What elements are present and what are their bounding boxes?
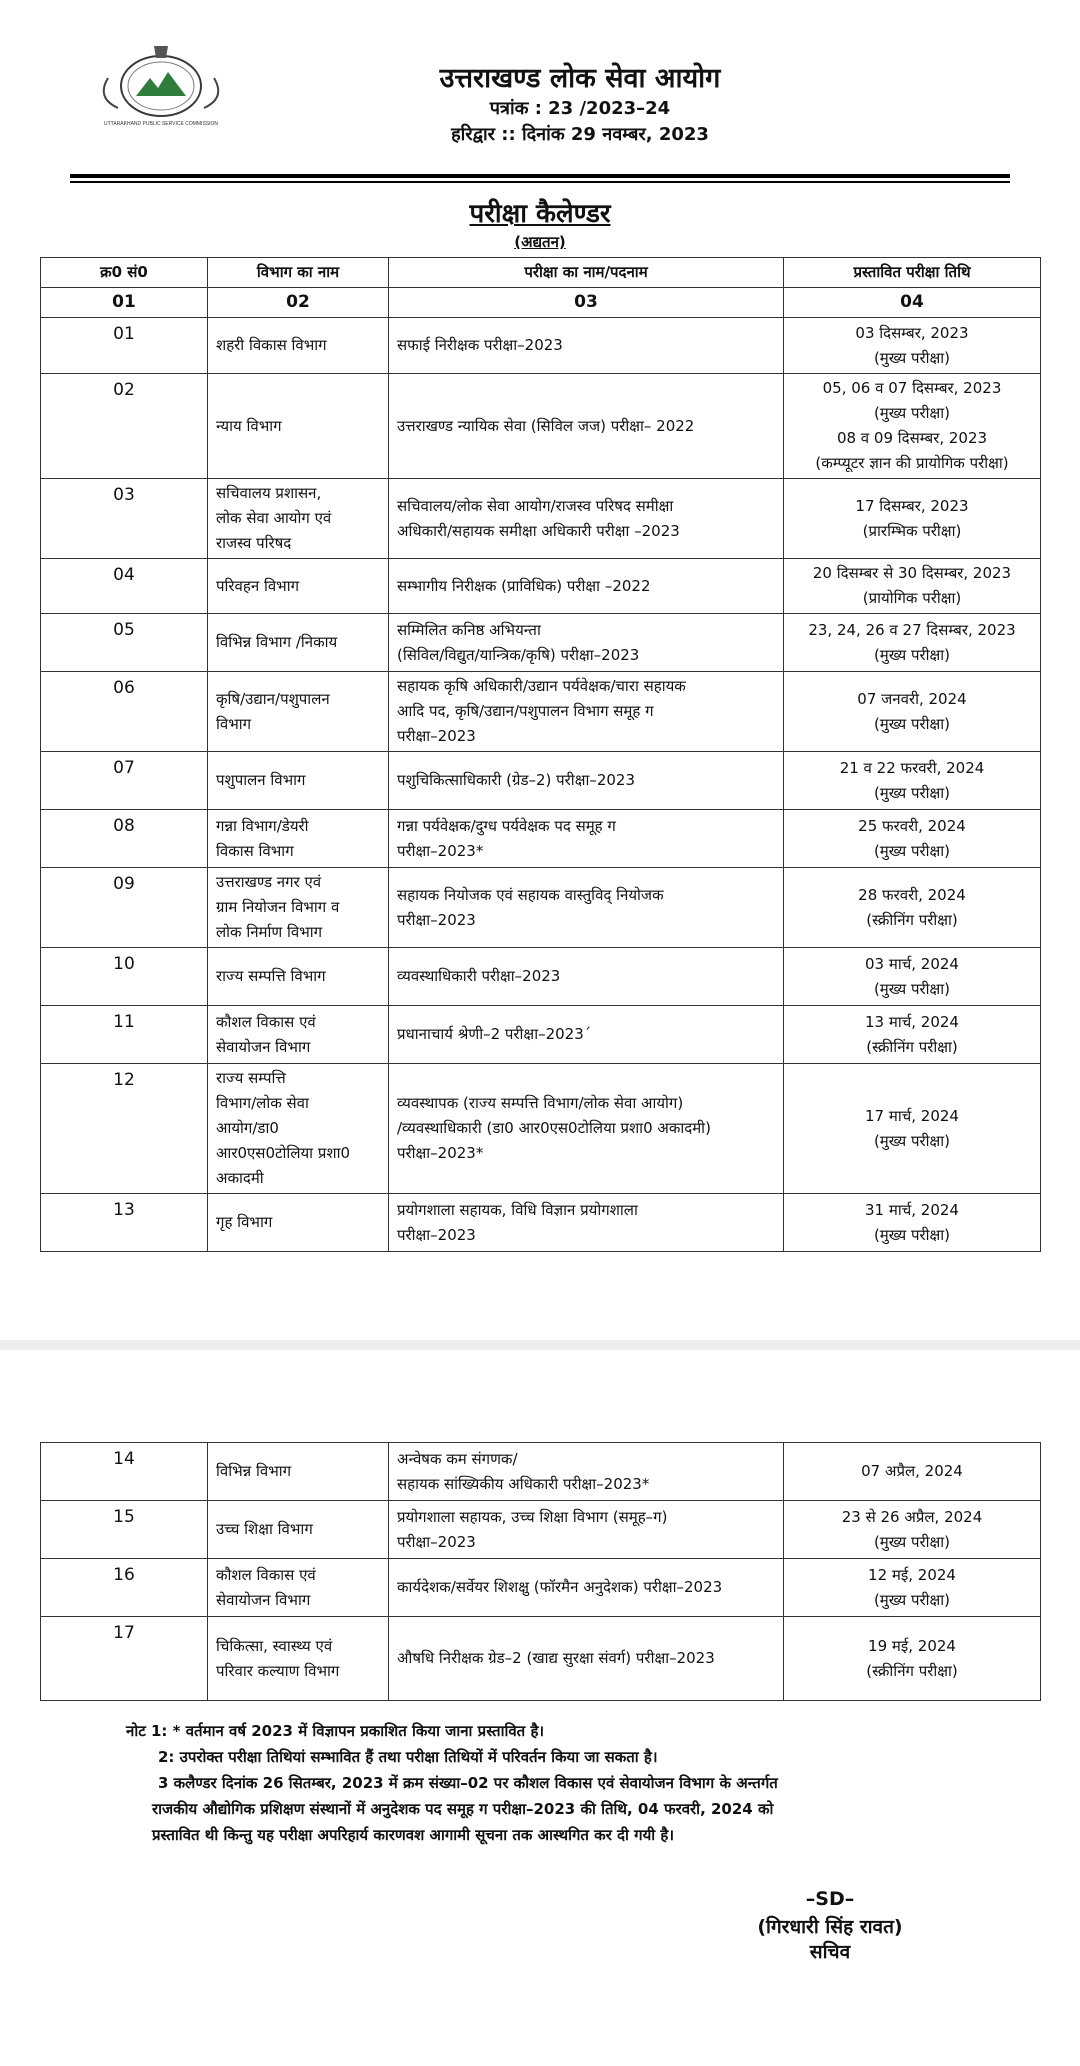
note-3-line-2: राजकीय औद्योगिक प्रशिक्षण संस्थानों में अनुदेशक पद समूह ग परीक्षा–2023 की तिथि, 04 फरवरी, 2024 को [152,1800,774,1818]
signatory-name: (गिरधारी सिंह रावत) [757,1916,903,1938]
serial-number-cell: 02 [41,374,208,479]
exam-name-cell: सम्भागीय निरीक्षक (प्राविधिक) परीक्षा –2022 [389,559,784,614]
department-cell: कृषि/उद्यान/पशुपालन विभाग [208,672,389,752]
exam-name-cell: पशुचिकित्साधिकारी (ग्रेड–2) परीक्षा–2023 [389,752,784,810]
department-cell: शहरी विकास विभाग [208,318,389,374]
table-row [41,559,1041,614]
department-cell: गृह विभाग [208,1194,389,1252]
exam-name-cell: व्यवस्थाधिकारी परीक्षा–2023 [389,948,784,1006]
department-cell: उत्तराखण्ड नगर एवं ग्राम नियोजन विभाग व लोक निर्माण विभाग [208,868,389,948]
department-cell: कौशल विकास एवं सेवायोजन विभाग [208,1006,389,1064]
department-cell: न्याय विभाग [208,374,389,479]
reference-number: पत्रांक : 23 /2023–24 [489,98,671,119]
exam-name-cell: सफाई निरीक्षक परीक्षा–2023 [389,318,784,374]
table-row [41,1194,1041,1252]
exam-name-cell: प्रयोगशाला सहायक, विधि विज्ञान प्रयोगशाला परीक्षा–2023 [389,1194,784,1252]
exam-date-cell: 23 से 26 अप्रैल, 2024 (मुख्य परीक्षा) [784,1501,1041,1559]
exam-name-cell: कार्यदेशक/सर्वेयर शिशक्षु (फॉरमैन अनुदेशक) परीक्षा–2023 [389,1559,784,1617]
department-cell: सचिवालय प्रशासन, लोक सेवा आयोग एवं राजस्व परिषद [208,479,389,559]
serial-number-cell: 13 [41,1194,208,1252]
department-cell: कौशल विकास एवं सेवायोजन विभाग [208,1559,389,1617]
department-cell: उच्च शिक्षा विभाग [208,1501,389,1559]
page-title: परीक्षा कैलेण्डर [469,199,611,229]
table-row [41,672,1041,752]
table-row [41,948,1041,1006]
exam-date-cell: 20 दिसम्बर से 30 दिसम्बर, 2023 (प्रायोगिक परीक्षा) [784,559,1041,614]
table-row [41,614,1041,672]
serial-number-cell: 06 [41,672,208,752]
exam-name-cell: व्यवस्थापक (राज्य सम्पत्ति विभाग/लोक सेवा आयोग) /व्यवस्थाधिकारी (डा0 आर0एस0टोलिया प्रशा0 अकादमी) परीक्षा–2023* [389,1064,784,1194]
serial-number-cell: 15 [41,1501,208,1559]
column-number-row [41,288,1041,318]
exam-calendar-table-continued [40,1442,1041,1701]
department-cell: विभिन्न विभाग /निकाय [208,614,389,672]
table-row [41,374,1041,479]
signatory-designation: सचिव [809,1941,851,1963]
svg-text:UTTARAKHAND PUBLIC SERVICE COM: UTTARAKHAND PUBLIC SERVICE COMMISSION [104,121,218,127]
exam-name-cell: गन्ना पर्यवेक्षक/दुग्ध पर्यवेक्षक पद समूह ग परीक्षा–2023* [389,810,784,868]
table-row [41,479,1041,559]
note-1: नोट 1: * वर्तमान वर्ष 2023 में विज्ञापन प्रकाशित किया जाना प्रस्तावित है। [126,1722,545,1740]
exam-name-cell: सचिवालय/लोक सेवा आयोग/राजस्व परिषद समीक्षा अधिकारी/सहायक समीक्षा अधिकारी परीक्षा –2023 [389,479,784,559]
column-header: क्र0 सं0 [41,258,208,288]
exam-date-cell: 03 दिसम्बर, 2023 (मुख्य परीक्षा) [784,318,1041,374]
table-row [41,752,1041,810]
issue-date: हरिद्वार :: दिनांक 29 नवम्बर, 2023 [451,124,709,145]
page-2 [0,1350,1080,2066]
page-break [0,1340,1080,1350]
serial-number-cell: 17 [41,1617,208,1701]
exam-date-cell: 25 फरवरी, 2024 (मुख्य परीक्षा) [784,810,1041,868]
table-row [41,1559,1041,1617]
table-row [41,868,1041,948]
page-subtitle: (अद्यतन) [514,233,566,251]
table-row [41,810,1041,868]
serial-number-cell: 03 [41,479,208,559]
exam-date-cell: 13 मार्च, 2024 (स्क्रीनिंग परीक्षा) [784,1006,1041,1064]
header-divider-thin [70,181,1010,183]
serial-number-cell: 07 [41,752,208,810]
exam-name-cell: उत्तराखण्ड न्यायिक सेवा (सिविल जज) परीक्षा– 2022 [389,374,784,479]
exam-date-cell: 21 व 22 फरवरी, 2024 (मुख्य परीक्षा) [784,752,1041,810]
exam-name-cell: अन्वेषक कम संगणक/ सहायक सांख्यिकीय अधिकारी परीक्षा–2023* [389,1443,784,1501]
exam-date-cell: 07 अप्रैल, 2024 [784,1443,1041,1501]
exam-calendar-table [40,257,1041,1252]
table-row [41,1006,1041,1064]
table-row [41,1064,1041,1194]
serial-number-cell: 05 [41,614,208,672]
exam-name-cell: सहायक नियोजक एवं सहायक वास्तुविद् नियोजक परीक्षा–2023 [389,868,784,948]
serial-number-cell: 08 [41,810,208,868]
column-number: 01 [41,288,208,318]
exam-date-cell: 05, 06 व 07 दिसम्बर, 2023 (मुख्य परीक्षा) 08 व 09 दिसम्बर, 2023 (कम्प्यूटर ज्ञान की प्रायोगिक परीक्षा) [784,374,1041,479]
note-3-line-3: प्रस्तावित थी किन्तु यह परीक्षा अपरिहार्य कारणवश आगामी सूचना तक आस्थगित कर दी गयी है। [152,1826,675,1844]
exam-name-cell: सम्मिलित कनिष्ठ अभियन्ता (सिविल/विद्युत/यान्त्रिक/कृषि) परीक्षा–2023 [389,614,784,672]
table-header-row [41,258,1041,288]
exam-name-cell: सहायक कृषि अधिकारी/उद्यान पर्यवेक्षक/चारा सहायक आदि पद, कृषि/उद्यान/पशुपालन विभाग समूह ग परीक्षा–2023 [389,672,784,752]
department-cell: चिकित्सा, स्वास्थ्य एवं परिवार कल्याण विभाग [208,1617,389,1701]
exam-date-cell: 28 फरवरी, 2024 (स्क्रीनिंग परीक्षा) [784,868,1041,948]
header-divider [70,174,1010,178]
column-header: परीक्षा का नाम/पदनाम [389,258,784,288]
department-cell: राज्य सम्पत्ति विभाग/लोक सेवा आयोग/डा0 आर0एस0टोलिया प्रशा0 अकादमी [208,1064,389,1194]
column-header: प्रस्तावित परीक्षा तिथि [784,258,1041,288]
organization-name: उत्तराखण्ड लोक सेवा आयोग [439,63,721,94]
department-cell: विभिन्न विभाग [208,1443,389,1501]
note-3: 3 कलैण्डर दिनांक 26 सितम्बर, 2023 में क्रम संख्या–02 पर कौशल विकास एवं सेवायोजन विभाग के अन्तर्गत [158,1774,778,1792]
serial-number-cell: 09 [41,868,208,948]
table-row [41,1501,1041,1559]
exam-date-cell: 17 मार्च, 2024 (मुख्य परीक्षा) [784,1064,1041,1194]
department-cell: गन्ना विभाग/डेयरी विकास विभाग [208,810,389,868]
exam-date-cell: 17 दिसम्बर, 2023 (प्रारम्भिक परीक्षा) [784,479,1041,559]
commission-logo [88,38,234,128]
note-2: 2: उपरोक्त परीक्षा तिथियां सम्भावित हैं तथा परीक्षा तिथियों में परिवर्तन किया जा सकता है। [158,1748,658,1766]
exam-date-cell: 19 मई, 2024 (स्क्रीनिंग परीक्षा) [784,1617,1041,1701]
department-cell: पशुपालन विभाग [208,752,389,810]
column-number: 02 [208,288,389,318]
column-number: 04 [784,288,1041,318]
department-cell: राज्य सम्पत्ति विभाग [208,948,389,1006]
exam-date-cell: 23, 24, 26 व 27 दिसम्बर, 2023 (मुख्य परीक्षा) [784,614,1041,672]
signature-mark: –SD– [805,1888,855,1910]
exam-name-cell: औषधि निरीक्षक ग्रेड–2 (खाद्य सुरक्षा संवर्ग) परीक्षा–2023 [389,1617,784,1701]
exam-date-cell: 12 मई, 2024 (मुख्य परीक्षा) [784,1559,1041,1617]
serial-number-cell: 14 [41,1443,208,1501]
exam-date-cell: 07 जनवरी, 2024 (मुख्य परीक्षा) [784,672,1041,752]
serial-number-cell: 10 [41,948,208,1006]
column-number: 03 [389,288,784,318]
table-row [41,1443,1041,1501]
department-cell: परिवहन विभाग [208,559,389,614]
column-header: विभाग का नाम [208,258,389,288]
table-row [41,1617,1041,1701]
serial-number-cell: 01 [41,318,208,374]
exam-date-cell: 31 मार्च, 2024 (मुख्य परीक्षा) [784,1194,1041,1252]
exam-date-cell: 03 मार्च, 2024 (मुख्य परीक्षा) [784,948,1041,1006]
serial-number-cell: 04 [41,559,208,614]
serial-number-cell: 11 [41,1006,208,1064]
exam-name-cell: प्रधानाचार्य श्रेणी–2 परीक्षा–2023´ [389,1006,784,1064]
notes [126,1718,906,1848]
serial-number-cell: 16 [41,1559,208,1617]
table-row [41,318,1041,374]
exam-name-cell: प्रयोगशाला सहायक, उच्च शिक्षा विभाग (समूह–ग) परीक्षा–2023 [389,1501,784,1559]
serial-number-cell: 12 [41,1064,208,1194]
